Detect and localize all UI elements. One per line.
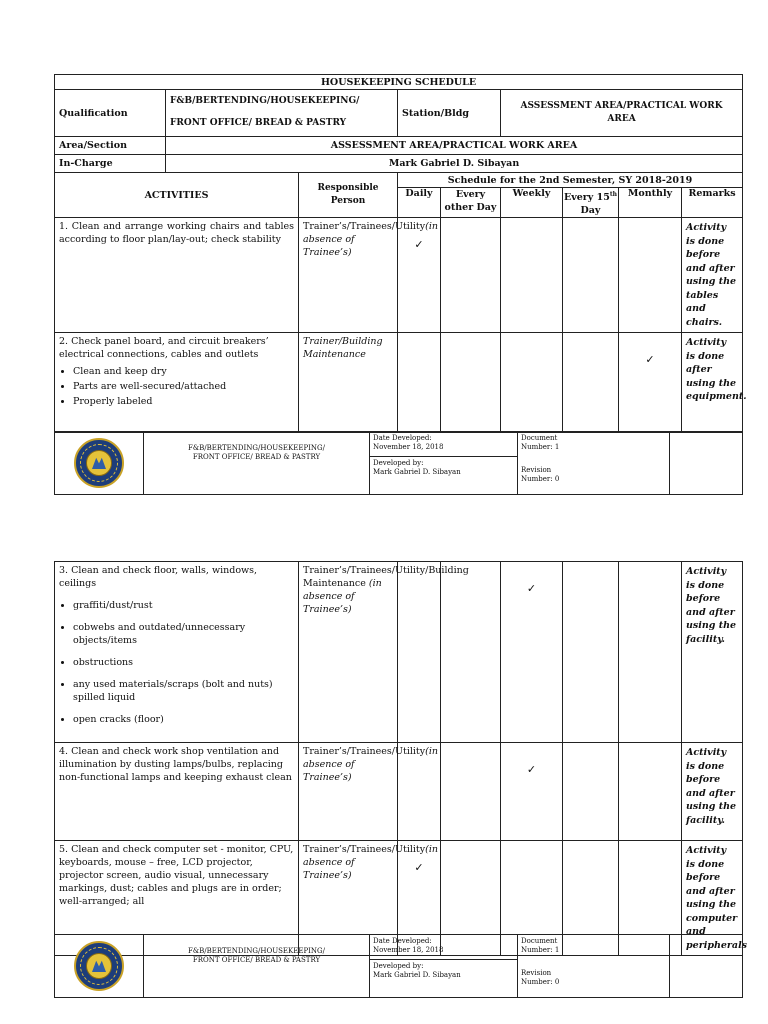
remarks-3: Activity is done before and after using the facility. [682, 562, 743, 743]
activity-2: 2. Check panel board, and circuit breakers’ electrical connections, cables and outlets • Clean and keep dry • Parts are well-secured/attached • Properly labeled [55, 333, 299, 433]
table-row [55, 562, 743, 743]
bullet-item: • obstructions [73, 656, 294, 669]
footer-date: Date Developed: November 18, 2018 [370, 432, 518, 457]
schedule-title: HOUSEKEEPING SCHEDULE [55, 75, 743, 90]
bullet-item: • any used materials/scraps (bolt and nuts) spilled liquid [73, 678, 294, 704]
col-responsible: Responsible Person [299, 173, 398, 218]
check-mark-icon: ✓ [501, 743, 563, 841]
col-daily: Daily [398, 188, 441, 218]
station-label: Station/Bldg [398, 90, 501, 137]
remarks-4: Activity is done before and after using the facility. [682, 743, 743, 841]
footer-developed-by: Developed by: Mark Gabriel D. Sibayan [370, 960, 518, 998]
school-logo-icon [55, 432, 144, 495]
col-every-other-day: Every other Day [441, 188, 501, 218]
check-mark-icon: ✓ [501, 562, 563, 743]
remarks-1: Activity is done before and after using the tables and chairs. [682, 218, 743, 333]
footer-date: Date Developed: November 18, 2018 [370, 935, 518, 960]
incharge-label: In-Charge [55, 155, 166, 173]
document-footer-2 [54, 934, 743, 998]
col-schedule: Schedule for the 2nd Semester, SY 2018-2019 [398, 173, 743, 188]
bullet-item: • graffiti/dust/rust [73, 599, 294, 612]
responsible-5: Trainer’s/Trainees/Utility(in absence of Trainee’s) [299, 841, 398, 956]
check-mark-icon: ✓ [398, 218, 441, 333]
footer-qualification: F&B/BERTENDING/HOUSEKEEPING/ FRONT OFFICE/ BREAD & PASTRY [144, 935, 370, 998]
remarks-5: Activity is done before and after using the computer and peripherals [682, 841, 743, 956]
col-every-15th-day: Every 15th Day [563, 188, 619, 218]
footer-developed-by: Developed by: Mark Gabriel D. Sibayan [370, 457, 518, 495]
activity-1: 1. Clean and arrange working chairs and tables according to floor plan/lay-out; check stability [55, 218, 299, 333]
bullet-item: • Parts are well-secured/attached [73, 380, 294, 393]
bullet-item: • open cracks (floor) [73, 713, 294, 726]
table-row [55, 743, 743, 841]
bullet-item: • Properly labeled [73, 395, 294, 408]
school-logo-icon [55, 935, 144, 998]
housekeeping-schedule-table-continued [54, 561, 748, 956]
remarks-2: Activity is done after using the equipment. [682, 333, 743, 433]
col-monthly: Monthly [619, 188, 682, 218]
qualification-value: F&B/BERTENDING/HOUSEKEEPING/ FRONT OFFICE/ BREAD & PASTRY [166, 90, 398, 137]
responsible-4: Trainer’s/Trainees/Utility(in absence of Trainee’s) [299, 743, 398, 841]
footer-qualification: F&B/BERTENDING/HOUSEKEEPING/ FRONT OFFICE/ BREAD & PASTRY [144, 432, 370, 495]
footer-document-number: Document Number: 1 Revision Number: 0 [518, 432, 670, 495]
responsible-2: Trainer/Building Maintenance [299, 333, 398, 433]
qualification-label: Qualification [55, 90, 166, 137]
bullet-item: • Clean and keep dry [73, 365, 294, 378]
responsible-3: Trainer’s/Trainees/Utility/Building Maintenance (in absence of Trainee’s) [299, 562, 398, 743]
col-weekly: Weekly [501, 188, 563, 218]
area-label: Area/Section [55, 137, 166, 155]
table-row [55, 333, 743, 433]
col-activities: ACTIVITIES [55, 173, 299, 218]
area-value: ASSESSMENT AREA/PRACTICAL WORK AREA [166, 137, 743, 155]
table-row [55, 218, 743, 333]
activity-3: 3. Clean and check floor, walls, windows, ceilings • graffiti/dust/rust • cobwebs and outdated/unnecessary objects/items • obstructions • any used materials/scraps (bolt and nuts) spilled liquid • open cracks (floor) [55, 562, 299, 743]
footer-document-number: Document Number: 1 Revision Number: 0 [518, 935, 670, 998]
check-mark-icon: ✓ [619, 333, 682, 433]
check-mark-icon: ✓ [398, 841, 441, 956]
activity-5: 5. Clean and check computer set - monitor, CPU, keyboards, mouse – free, LCD projector, projector screen, audio visual, unnecessary markings, dust; cables and plugs are in order; well-arranged; all [55, 841, 299, 956]
bullet-item: • cobwebs and outdated/unnecessary objects/items [73, 621, 294, 647]
responsible-1: Trainer’s/Trainees/Utility(in absence of Trainee’s) [299, 218, 398, 333]
incharge-value: Mark Gabriel D. Sibayan [166, 155, 743, 173]
station-value: ASSESSMENT AREA/PRACTICAL WORK AREA [501, 90, 743, 137]
housekeeping-schedule-table [54, 74, 747, 433]
col-remarks: Remarks [682, 188, 743, 218]
document-footer [54, 431, 743, 495]
activity-4: 4. Clean and check work shop ventilation and illumination by dusting lamps/bulbs, replacing non-functional lamps and keeping exhaust clean [55, 743, 299, 841]
